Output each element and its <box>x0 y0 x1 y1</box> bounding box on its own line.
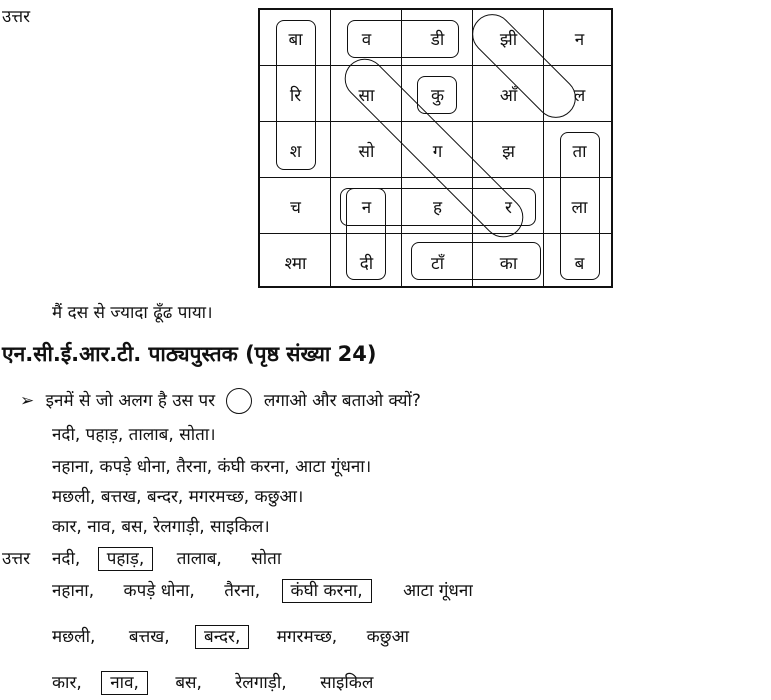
grid-cell: र <box>505 197 512 218</box>
word-search-grid <box>258 8 613 288</box>
grid-cell: कु <box>430 85 445 106</box>
answer-row <box>52 670 373 693</box>
grid-cell: डी <box>430 29 445 50</box>
question-text-after: लगाओ और बताओ क्यों? <box>263 391 421 411</box>
question-text-before: इनमें से जो अलग है उस पर <box>45 391 216 411</box>
answer-row <box>52 578 473 601</box>
answer-label: उत्तर <box>2 549 31 569</box>
answer-word-boxed: कंघी करना, <box>282 579 372 603</box>
answer-word: साइकिल <box>320 673 374 693</box>
answer-word: बस, <box>175 673 202 693</box>
grid-cell: ला <box>571 197 588 218</box>
question-line <box>20 388 421 414</box>
answer-word: कछुआ <box>366 627 409 647</box>
answer-word: नहाना, <box>52 581 95 601</box>
question-option-line: मछली, बत्तख, बन्दर, मगरमच्छ, कछुआ। <box>52 487 304 507</box>
grid-cell: न <box>361 197 372 218</box>
answer-word: मछली, <box>52 627 96 647</box>
question-option-line: नहाना, कपड़े धोना, तैरना, कंघी करना, आटा गूंधना। <box>52 457 372 477</box>
answer-label-top: उत्तर <box>2 7 31 27</box>
answer-word: रेलगाड़ी, <box>235 673 287 693</box>
grid-cell: सा <box>358 85 375 106</box>
answer-word: मगरमच्छ, <box>276 627 338 647</box>
answer-word: बत्तख, <box>128 627 170 647</box>
answer-word-boxed: नाव, <box>101 671 148 695</box>
grid-cell: च <box>290 197 301 218</box>
found-word-outline <box>347 20 459 58</box>
grid-cell: टाँ <box>431 253 444 274</box>
answer-word: कपड़े धोना, <box>123 581 195 601</box>
grid-cell: ल <box>573 85 586 106</box>
grid-cell: झी <box>499 29 518 50</box>
grid-cell: सो <box>358 141 375 162</box>
answer-word: नदी, <box>52 549 81 569</box>
found-word-outline <box>276 20 316 170</box>
grid-cell: न <box>574 29 585 50</box>
grid-cell: का <box>499 253 518 274</box>
found-note: मैं दस से ज्यादा ढूँढ पाया। <box>52 303 213 323</box>
grid-cell: श्मा <box>284 253 307 274</box>
answer-word: कार, <box>52 673 82 693</box>
section-title: एन.सी.ई.आर.टी. पाठ्यपुस्तक (पृष्ठ संख्या 24) <box>2 342 377 366</box>
answer-word: आटा गूंधना <box>403 581 473 601</box>
answer-row <box>52 624 409 647</box>
grid-cell: श <box>289 141 302 162</box>
answer-word: तालाब, <box>176 549 222 569</box>
circle-icon <box>226 388 252 414</box>
grid-cell: दी <box>359 253 374 274</box>
found-word-outline <box>411 242 541 280</box>
grid-cell: ह <box>432 197 443 218</box>
found-word-outline <box>560 132 600 280</box>
answer-word-boxed: बन्दर, <box>195 625 249 649</box>
answer-row <box>52 546 281 569</box>
question-option-line: नदी, पहाड़, तालाब, सोता। <box>52 425 216 445</box>
grid-cell: आँ <box>499 85 518 106</box>
grid-cell: झ <box>502 141 515 162</box>
grid-cell: ता <box>572 141 587 162</box>
grid-cell: रि <box>289 85 302 106</box>
grid-cell: बा <box>288 29 303 50</box>
question-option-line: कार, नाव, बस, रेलगाड़ी, साइकिल। <box>52 517 270 537</box>
grid-cell: ब <box>574 253 585 274</box>
answer-word: सोता <box>251 549 282 569</box>
grid-cell: व <box>361 29 372 50</box>
found-word-outline <box>346 188 386 280</box>
grid-cell: ग <box>432 141 443 162</box>
bullet-arrow-icon: ➢ <box>20 391 35 411</box>
answer-word-boxed: पहाड़, <box>98 547 154 571</box>
answer-word: तैरना, <box>224 581 261 601</box>
